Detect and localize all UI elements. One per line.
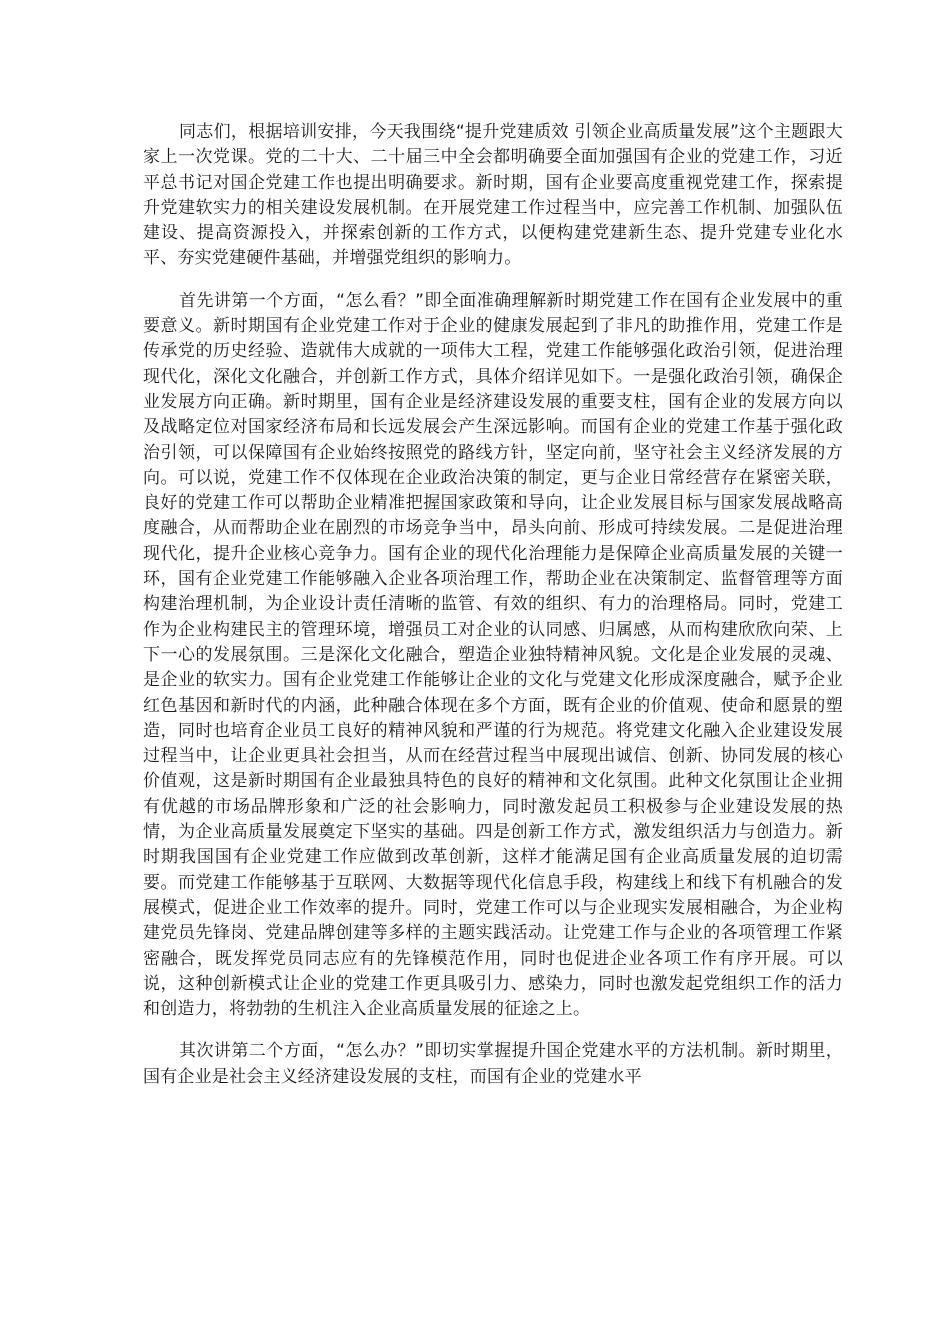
paragraph-section-two: 其次讲第二个方面，“怎么办？”即切实掌握提升国企党建水平的方法机制。新时期里，国有企业是社会主义经济建设发展的支柱，而国有企业的党建水平 [143,1041,843,1087]
document-body [143,120,843,1090]
paragraph-section-one: 首先讲第一个方面，“怎么看？”即全面准确理解新时期党建工作在国有企业发展中的重要意义。新时期国有企业党建工作对于企业的健康发展起到了非凡的助推作用，党建工作是传承党的历史经验、造就伟大成就的一项伟大工程，党建工作能够强化政治引领，促进治理现代化，深化文化融合，并创新工作方式，具体介绍详见如下。一是强化政治引领，确保企业发展方向正确。新时期里，国有企业是经济建设发展的重要支柱，国有企业的发展方向以及战略定位对国家经济布局和长远发展会产生深远影响。而国有企业的党建工作基于强化政治引领，可以保障国有企业始终按照党的路线方针，坚定向前，坚守社会主义经济发展的方向。可以说，党建工作不仅体现在企业政治决策的制定，更与企业日常经营存在紧密关联，良好的党建工作可以帮助企业精准把握国家政策和导向，让企业发展目标与国家发展战略高度融合，从而帮助企业在剧烈的市场竞争当中，昂头向前、形成可持续发展。二是促进治理现代化，提升企业核心竞争力。国有企业的现代化治理能力是保障企业高质量发展的关键一环，国有企业党建工作能够融入企业各项治理工作，帮助企业在决策制定、监督管理等方面构建治理机制，为企业设计责任清晰的监管、有效的组织、有力的治理格局。同时，党建工作为企业构建民主的管理环境，增强员工对企业的认同感、归属感，从而构建欣欣向荣、上下一心的发展氛围。三是深化文化融合，塑造企业独特精神风貌。文化是企业发展的灵魂、是企业的软实力。国有企业党建工作能够让企业的文化与党建文化形成深度融合，赋予企业红色基因和新时代的内涵，此种融合体现在多个方面，既有企业的价值观、使命和愿景的塑造，同时也培育企业员工良好的精神风貌和严谨的行为规范。将党建文化融入企业建设发展过程当中，让企业更具社会担当，从而在经营过程当中展现出诚信、创新、协同发展的核心价值观，这是新时期国有企业最独具特色的良好的精神和文化氛围。此种文化氛围让企业拥有优越的市场品牌形象和广泛的社会影响力，同时激发起员工积极参与企业建设发展的热情，为企业高质量发展奠定下坚实的基础。四是创新工作方式，激发组织活力与创造力。新时期我国国有企业党建工作应做到改革创新，这样才能满足国有企业高质量发展的迫切需要。而党建工作能够基于互联网、大数据等现代化信息手段，构建线上和线下有机融合的发展模式，促进企业工作效率的提升。同时，党建工作可以与企业现实发展相融合，为企业构建党员先锋岗、党建品牌创建等多样的主题实践活动。让党建工作与企业的各项管理工作紧密融合，既发挥党员同志应有的先锋模范作用，同时也促进企业各项工作有序开展。可以说，这种创新模式让企业的党建工作更具吸引力、感染力，同时也激发起党组织工作的活力和创造力，将勃勃的生机注入企业高质量发展的征途之上。 [143,290,843,1020]
paragraph-intro: 同志们，根据培训安排，今天我围绕“提升党建质效 引领企业高质量发展”这个主题跟大家上一次党课。党的二十大、二十届三中全会都明确要全面加强国有企业的党建工作，习近平总书记对国企党建工作也提出明确要求。新时期，国有企业要高度重视党建工作，探索提升党建软实力的相关建设发展机制。在开展党建工作过程当中，应完善工作机制、加强队伍建设、提高资源投入，并探索创新的工作方式，以便构建党建新生态、提升党建专业化水平、夯实党建硬件基础，并增强党组织的影响力。 [143,122,843,269]
